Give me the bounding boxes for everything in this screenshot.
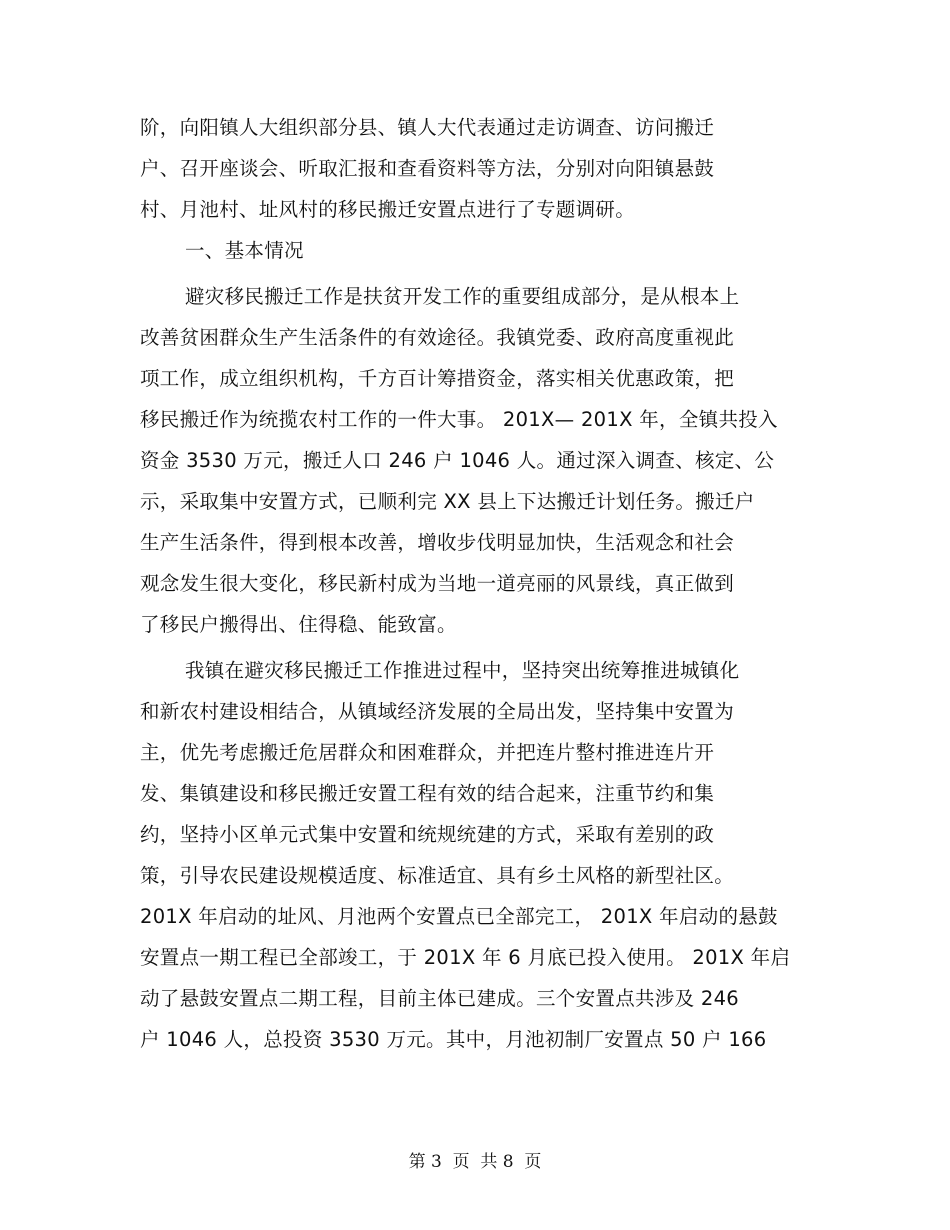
text-line: 动了悬鼓安置点二期工程，目前主体已建成。三个安置点共涉及 246 [140,987,740,1010]
text-line: 约，坚持小区单元式集中安置和统规统建的方式，采取有差别的政 [140,823,715,846]
text-line: 主，优先考虑搬迁危居群众和困难群众，并把连片整村推进连片开 [140,741,715,764]
section-heading: 一、基本情况 [185,239,304,262]
text-line: 阶，向阳镇人大组织部分县、镇人大代表通过走访调查、访问搬迁 [140,116,715,139]
text-line: 避灾移民搬迁工作是扶贫开发工作的重要组成部分，是从根本上 [185,285,740,308]
text-line: 发、集镇建设和移民搬迁安置工程有效的结合起来，注重节约和集 [140,782,715,805]
page-footer: 第 3 页 共 8 页 [408,1152,542,1172]
text-line: 户、召开座谈会、听取汇报和查看资料等方法，分别对向阳镇悬鼓 [140,157,715,180]
text-line: 了移民户搬得出、住得稳、能致富。 [140,613,457,636]
text-line: 资金 3530 万元，搬迁人口 246 户 1046 人。通过深入调查、核定、公 [140,449,775,472]
text-line: 示，采取集中安置方式，已顺利完 XX 县上下达搬迁计划任务。搬迁户 [140,490,755,513]
text-line: 安置点一期工程已全部竣工，于 201X 年 6 月底已投入使用。 201X 年启 [140,946,791,969]
text-line: 生产生活条件，得到根本改善，增收步伐明显加快，生活观念和社会 [140,531,735,554]
text-line: 户 1046 人，总投资 3530 万元。其中，月池初制厂安置点 50 户 166 [140,1028,767,1051]
text-line: 策，引导农民建设规模适度、标准适宜、具有乡土风格的新型社区。 [140,864,735,887]
text-line: 观念发生很大变化，移民新村成为当地一道亮丽的风景线，真正做到 [140,572,735,595]
text-line: 移民搬迁作为统揽农村工作的一件大事。 201X— 201X 年，全镇共投入 [140,408,778,431]
text-line: 村、月池村、址风村的移民搬迁安置点进行了专题调研。 [140,198,636,221]
text-line: 项工作，成立组织机构，千方百计筹措资金，落实相关优惠政策，把 [140,367,735,390]
text-line: 我镇在避灾移民搬迁工作推进过程中，坚持突出统筹推进城镇化 [185,659,740,682]
text-line: 和新农村建设相结合，从镇域经济发展的全局出发，坚持集中安置为 [140,700,735,723]
text-line: 改善贫困群众生产生活条件的有效途径。我镇党委、政府高度重视此 [140,326,735,349]
text-line: 201X 年启动的址风、月池两个安置点已全部完工， 201X 年启动的悬鼓 [140,905,778,928]
